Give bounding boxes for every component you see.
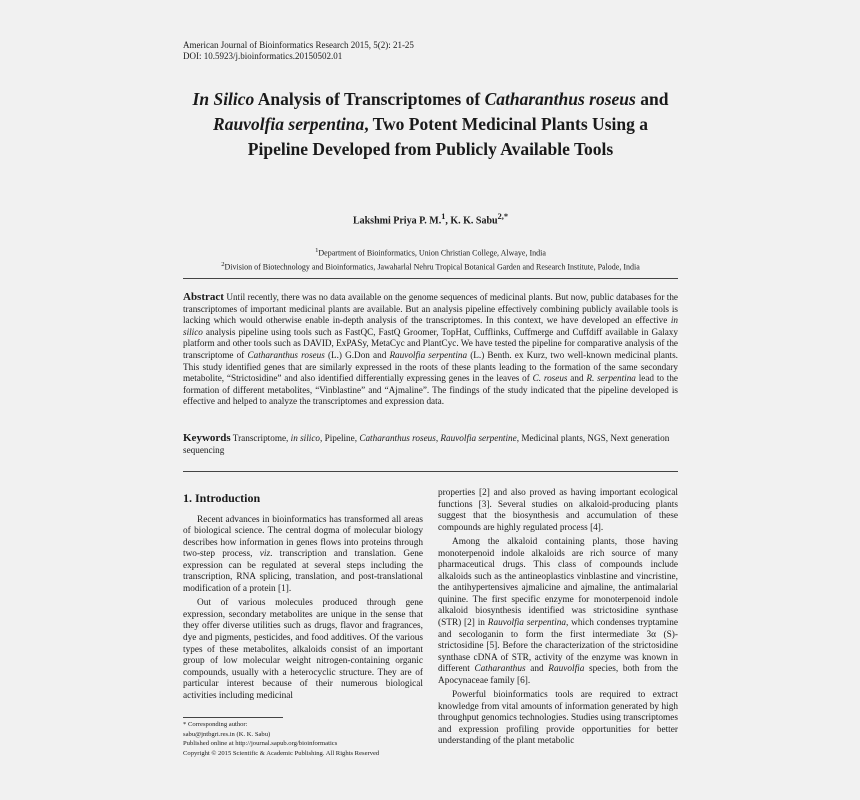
author-name: K. K. Sabu <box>450 215 498 227</box>
abstract-label: Abstract <box>183 291 224 303</box>
paragraph-text: Catharanthus <box>474 664 526 675</box>
affiliation-2 <box>183 259 678 273</box>
keywords-text: , Medicinal plants, NGS, Next generation sequencing <box>183 433 670 455</box>
abstract-text: in silico <box>183 315 678 337</box>
journal-header <box>183 40 414 62</box>
author-separator: , <box>445 215 451 227</box>
abstract-text: analysis pipeline using tools such as FastQC, FastQ Groomer, TopHat, Cufflinks, Cuffmerge and Cuffdiff available in Galaxy platform and other tools such as DAVID, ExPASy, MetaCyc and PlantCyc. We have tested the pipeline for comparative analysis of the transcriptome of <box>183 326 678 360</box>
keywords-text: Transcriptome, <box>230 433 291 443</box>
abstract <box>183 292 678 408</box>
affil-marker: 2 <box>221 260 225 268</box>
divider <box>183 278 678 279</box>
right-column <box>438 488 678 751</box>
body-paragraph <box>438 537 678 687</box>
abstract-text: and <box>567 373 587 384</box>
body-paragraph: Powerful bioinformatics tools are required to extract knowledge from vital amounts of information generated by high throughput genomics technologies. Studies using transcriptomes and expression profiling provide opportunities for better understanding of the plant metabolic <box>438 690 678 747</box>
section-heading: 1. Introduction <box>183 491 261 505</box>
title-segment: , Two Potent Medicinal Plants Using a Pipeline Developed from Publicly Available Tools <box>247 114 648 159</box>
paragraph-text: Recent advances in bioinformatics has transformed all areas of biological science. The central dogma of molecular biology describes how information in genes flows into proteins through two-step process, <box>183 514 423 560</box>
footnote-divider <box>183 717 283 718</box>
body-paragraph <box>183 515 423 596</box>
abstract-text: Catharanthus roseus <box>247 349 325 360</box>
affil-text: Division of Biotechnology and Bioinformatics, Jawaharlal Nehru Tropical Botanical Garden and Research Institute, Palode, India <box>224 262 640 272</box>
author-list <box>183 212 678 226</box>
affiliation-1 <box>183 245 678 259</box>
title-segment: and <box>635 89 669 109</box>
paragraph-text: . transcription and translation. Gene expression can be regulated at several steps including the transcription, RNA splicing, translation, and post-translational modification of a protein [1]. <box>183 549 423 594</box>
abstract-text: Until recently, there was no data available on the genome sequences of medicinal plants. But now, public databases for the transcriptomes of important medicinal plants are available. But an analysis pipeline effectively combining publicly available tools is lacking which would otherwise enable in-depth analysis of the transcriptomes. In this context, we have developed an effective <box>183 292 678 326</box>
journal-doi: DOI: 10.5923/j.bioinformatics.20150502.01 <box>183 51 343 61</box>
affil-text: Department of Bioinformatics, Union Christian College, Alwaye, India <box>318 248 546 258</box>
body-paragraph: properties [2] and also proved as having important ecological functions [3]. Several studies on alkaloid-producing plants suggest that the biosynthesis and accumulation of these compounds are highly regulated process [4]. <box>438 488 678 533</box>
paragraph-text: species, both from the Apocynaceae family [6]. <box>438 664 678 686</box>
keywords-text: Rauvolfia serpentine <box>440 433 517 443</box>
author-affil-marker: 2,* <box>497 212 509 221</box>
abstract-text: (L.) G.Don and <box>324 349 390 360</box>
footnote-line: Copyright © 2015 Scientific & Academic Publishing. All Rights Reserved <box>183 749 380 757</box>
abstract-text: lead to the formation of different metabolites, “Vinblastine” and “Ajmaline”. The findings of the study indicated that the pipeline developed is effective and helped to analyze the transcriptomes and expression data. <box>183 373 678 407</box>
keywords-text: , Pipeline, <box>320 433 360 443</box>
footnote-line: * Corresponding author: <box>183 721 248 728</box>
abstract-text: (L.) Benth. ex Kurz, two well-known medicinal plants. This study identified genes that are similarly expressed in the roots of these plants leading to the formation of the same secondary metabolite, “Strictosidine” and also identified differentially expressing genes in the leaves of <box>183 349 678 384</box>
abstract-text: R. serpentina <box>586 373 636 384</box>
title-segment: Rauvolfia serpentina <box>213 114 365 134</box>
abstract-text: C. roseus <box>532 373 568 384</box>
footnote-line: Published online at http://journal.sapub.org/bioinformatics <box>183 740 338 747</box>
paragraph-text: Rauvolfia serpentina <box>487 618 566 629</box>
keywords-label: Keywords <box>183 432 231 444</box>
body-paragraph: Out of various molecules produced through gene expression, secondary metabolites are unique in the sense that they offer diverse utilities such as drugs, flavor and fragrances, dye and pigments, pesticides, and food additives. Of the various types of these metabolites, alkaloids consist of an important group of low molecular weight nitrogen-containing organic compounds, usually with a heterocyclic structure. They are of particular interest because of their numerous biological activities including medicinal <box>183 598 423 701</box>
author-name: Lakshmi Priya P. M. <box>352 215 442 227</box>
keywords <box>183 432 678 456</box>
paragraph-text: Rauvolfia <box>548 664 585 675</box>
affiliations <box>183 245 678 272</box>
title-segment: Catharanthus roseus <box>484 89 636 109</box>
keywords-text: Catharanthus roseus <box>359 433 436 443</box>
title-segment: In Silico <box>192 89 255 109</box>
paragraph-text: , which condenses tryptamine and secologanin to form the first intermediate 3α (S)-strictosidine [5]. Before the characterization of the strictosidine synthase cDNA of STR, activity of the enzyme was known in different <box>438 618 678 675</box>
author-affil-marker: 1 <box>441 212 446 221</box>
paper-title <box>183 87 678 162</box>
journal-citation: American Journal of Bioinformatics Research 2015, 5(2): 21-25 <box>183 40 414 50</box>
paragraph-text: viz <box>259 549 271 560</box>
title-segment: Analysis of Transcriptomes of <box>254 89 485 109</box>
affil-marker: 1 <box>315 247 319 254</box>
divider <box>183 471 678 472</box>
paragraph-text: and <box>525 664 549 675</box>
paragraph-text: Among the alkaloid containing plants, those having monoterpenoid indole alkaloids are rich source of many pharmaceutical drugs. This class of compounds include alkaloids such as the antineoplastics vinblastine and vincristine, the antihypertensives ajmalicine and ajmaline, the antimalarial quinine. The first specific enzyme for monoterpenoid indole alkaloid biosynthesis identified was strictosidine synthase (STR) [2] in <box>438 537 678 629</box>
abstract-text: Rauvolfia serpentina <box>389 349 468 360</box>
keywords-text: in silico <box>290 433 321 443</box>
keywords-text: , <box>435 433 441 443</box>
left-column <box>183 493 423 705</box>
footnote-email: sabu@jntbgri.res.in (K. K. Sabu) <box>183 730 271 738</box>
footnotes <box>183 720 423 758</box>
